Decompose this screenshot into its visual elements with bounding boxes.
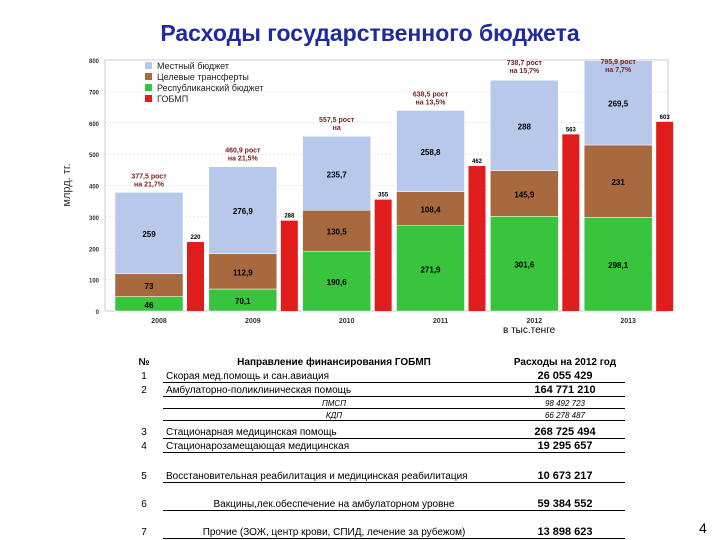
data-label-transfers: 231: [611, 178, 625, 188]
header-amount: Расходы на 2012 год: [513, 357, 617, 368]
page-number: 4: [699, 520, 707, 536]
header-direction: Направление финансирования ГОБМП: [237, 357, 431, 368]
row-no: 2: [141, 385, 147, 396]
unit-note: в тыс.тенге: [503, 325, 556, 336]
table-header-row: [125, 338, 625, 368]
y-tick-label: 0: [95, 310, 99, 316]
growth-annotation-line: 377,5 рост: [131, 173, 167, 181]
y-tick-label: 300: [88, 215, 99, 222]
table-row: [125, 482, 625, 510]
y-tick-label: 200: [88, 247, 99, 254]
data-label-transfers: 108,4: [420, 205, 441, 215]
bar-gobmp: [656, 122, 673, 311]
row-name: Скорая мед.помощь и сан.авиация: [163, 368, 505, 382]
data-label-local: 276,9: [232, 207, 253, 217]
data-label-transfers: 145,9: [514, 190, 535, 200]
data-label-local: 269,5: [608, 99, 629, 109]
row-no: 6: [141, 499, 147, 510]
table-row: [125, 452, 625, 482]
legend-swatch: [145, 62, 152, 69]
growth-annotation: [225, 147, 261, 162]
row-no: [125, 408, 163, 420]
data-label-local: 258,8: [420, 148, 441, 158]
table-row: [125, 438, 625, 452]
row-value: 66 278 487: [505, 408, 625, 420]
row-name: Амбулаторно-поликлиническая помощь: [163, 382, 505, 396]
data-label-gobmp: 355: [378, 192, 389, 199]
funding-table: [125, 338, 625, 539]
x-tick-label: 2011: [432, 318, 449, 325]
data-label-gobmp: 462: [471, 159, 483, 166]
legend-label: Республиканский бюджет: [157, 83, 264, 93]
row-no: 7: [141, 527, 147, 538]
x-tick-label: 2008: [151, 318, 167, 325]
data-label-gobmp: 288: [284, 213, 295, 220]
data-label-transfers: 73: [144, 282, 154, 292]
data-label-local: 288: [517, 122, 532, 132]
table-row: [125, 396, 625, 408]
header-no: №: [138, 357, 150, 368]
row-value: 13 898 623: [505, 510, 625, 538]
growth-annotation-line: 557,5 рост: [319, 117, 355, 125]
data-label-republican: 46: [144, 300, 154, 310]
table-row: [125, 368, 625, 382]
row-name: Стационарозамещающая медицинская: [163, 438, 505, 452]
data-label-transfers: 130,5: [326, 227, 347, 237]
growth-annotation: [601, 59, 637, 74]
y-tick-label: 700: [88, 90, 99, 97]
growth-annotation-line: на 13,5%: [415, 99, 446, 107]
growth-annotation: [131, 174, 167, 189]
data-label-republican: 298,1: [608, 261, 629, 271]
row-no: 1: [141, 371, 147, 382]
growth-annotation: [413, 92, 449, 107]
y-tick-label: 500: [88, 153, 99, 160]
row-no: 5: [141, 471, 147, 482]
data-label-local: 235,7: [326, 170, 347, 180]
table-row: [125, 408, 625, 420]
x-tick-label: 2013: [620, 318, 636, 325]
data-label-gobmp: 220: [190, 234, 201, 241]
growth-annotation-line: 795,9 рост: [600, 59, 636, 66]
row-value: 10 673 217: [505, 452, 625, 482]
row-name: ПМСП: [163, 396, 505, 408]
growth-annotation-line: 738,7 рост: [506, 60, 542, 68]
page-title: Расходы государственного бюджета: [160, 20, 580, 46]
growth-annotation: [507, 60, 543, 75]
bar-gobmp: [281, 221, 298, 311]
legend-label: ГОБМП: [157, 94, 189, 104]
row-no: [125, 396, 163, 408]
legend-swatch: [145, 84, 152, 91]
data-label-republican: 301,6: [514, 260, 535, 270]
data-label-republican: 190,6: [326, 278, 347, 288]
y-tick-label: 800: [88, 59, 99, 65]
bar-gobmp: [562, 134, 579, 311]
growth-annotation-line: на 15,7%: [509, 68, 540, 76]
table-row: [125, 420, 625, 438]
row-value: 164 771 210: [505, 382, 625, 396]
growth-annotation-line: на: [332, 125, 341, 133]
table-row: [125, 382, 625, 396]
row-name: Стационарная медицинская помощь: [163, 420, 505, 438]
row-value: 19 295 657: [505, 438, 625, 452]
data-label-republican: 70,1: [235, 297, 251, 307]
legend-label: Целевые трансферты: [157, 72, 249, 82]
growth-annotation-line: на 21,5%: [227, 155, 258, 163]
bar-gobmp: [469, 166, 486, 311]
row-name: Восстановительная реабилитация и медицинская реабилитация: [163, 452, 505, 482]
row-name: Прочие (ЗОЖ, центр крови, СПИД, лечение за рубежом): [163, 510, 505, 538]
row-name: КДП: [163, 408, 505, 420]
row-name: Вакцины,лек.обеспечение на амбулаторном уровне: [163, 482, 505, 510]
y-tick-label: 100: [88, 278, 99, 285]
growth-annotation-line: на 21,7%: [134, 181, 164, 189]
legend-label: Местный бюджет: [157, 61, 229, 71]
data-label-gobmp: 563: [565, 127, 576, 134]
row-value: 98 492 723: [505, 396, 625, 408]
data-label-transfers: 112,9: [233, 268, 253, 278]
y-tick-label: 600: [88, 121, 99, 128]
y-tick-label: 400: [88, 184, 99, 191]
bar-gobmp: [375, 200, 392, 311]
table-row: [125, 510, 625, 538]
legend-swatch: [145, 95, 152, 102]
bar-gobmp: [187, 242, 204, 311]
row-value: 268 725 494: [505, 420, 625, 438]
legend-swatch: [145, 73, 152, 80]
x-tick-label: 2010: [338, 318, 355, 325]
row-value: 26 055 429: [505, 368, 625, 382]
growth-annotation-line: на 7,7%: [605, 67, 632, 74]
data-label-republican: 271,9: [420, 265, 441, 275]
y-axis-label: млрд. тг.: [61, 163, 73, 207]
x-tick-label: 2009: [245, 318, 261, 325]
row-value: 59 384 552: [505, 482, 625, 510]
growth-annotation-line: 638,5 рост: [412, 91, 449, 99]
growth-annotation-line: 460,9 рост: [225, 147, 261, 155]
row-no: 3: [141, 427, 147, 438]
data-label-local: 259: [142, 230, 156, 240]
x-tick-label: 2012: [526, 318, 543, 325]
data-label-gobmp: 603: [659, 114, 670, 121]
row-no: 4: [141, 441, 147, 452]
